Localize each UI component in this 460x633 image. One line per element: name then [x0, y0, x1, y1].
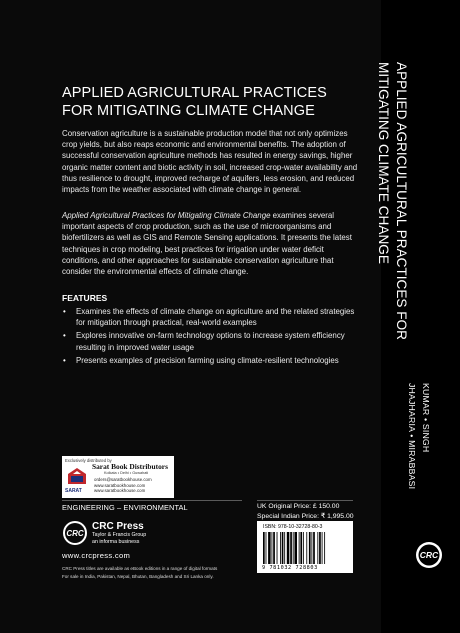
spine-crc-logo-text: CRC [419, 550, 439, 560]
barcode-bar [306, 532, 307, 564]
isbn-barcode [257, 521, 353, 573]
distributor-name: Sarat Book Distributors [92, 462, 168, 471]
list-item [62, 355, 362, 366]
feature-text: Presents examples of precision farming using climate-resilient technologies [76, 355, 339, 365]
barcode-bar [284, 532, 285, 564]
distributor-email: orders@saratbookhouse.com [94, 477, 152, 482]
publisher-website: www.crcpress.com [62, 551, 131, 560]
list-item [62, 306, 362, 328]
bullet-icon: • [63, 307, 66, 316]
crc-logo-icon [62, 520, 88, 546]
barcode-icon [262, 532, 348, 564]
sale-region-note: For sale in India, Pakistan, Nepal, Bhutan, Bangladesh and Sri Lanka only. [62, 573, 214, 579]
crc-logo-text: CRC [66, 529, 84, 538]
spine-authors-line2: JHAJHARIA • MIRABBASI [407, 383, 417, 490]
divider-left [62, 500, 242, 501]
isbn-label: ISBN: 978-10-32728-80-3 [263, 524, 323, 530]
bullet-icon: • [63, 331, 66, 341]
spine-title [374, 62, 410, 340]
barcode-bar [300, 532, 302, 564]
barcode-bar [266, 532, 267, 564]
features-list [62, 306, 362, 368]
publisher-informa: an informa business [92, 538, 140, 545]
barcode-bar [317, 532, 318, 564]
feature-text: Explores innovative on-farm technology options to increase system efficiency resulting in improved water usage [76, 331, 345, 352]
barcode-bar [311, 532, 312, 564]
barcode-bar [282, 532, 284, 564]
category-label: ENGINEERING – ENVIRONMENTAL [62, 503, 188, 512]
indian-price: Special Indian Price: ₹ 1,995.00 [257, 513, 354, 520]
ebook-note: CRC Press titles are available as eBook editions in a range of digital formats [62, 566, 218, 571]
barcode-bar [272, 532, 273, 564]
description-paragraph-2 [62, 210, 362, 277]
list-item [62, 330, 362, 352]
distributor-contacts [94, 477, 152, 494]
publisher-name: CRC Press [92, 521, 144, 532]
book-title-italic: Applied Agricultural Practices for Mitigating Climate Change [62, 211, 271, 220]
barcode-bar [309, 532, 311, 564]
description-paragraph-1: Conservation agriculture is a sustainable production model that not only optimizes crop yields, but also reaps economic and environmental benefits. The adoption of successful conservation agriculture methods has resulted in energy savings, higher organic matter content and biotic activity in soil, increased crop-water availability and thus resilience to drought, improved recharge of aquifers, less erosion, and reduced impacts from the weather associated with climate change in general. [62, 129, 358, 195]
barcode-bar [280, 532, 281, 564]
barcode-bar [322, 532, 323, 564]
barcode-bar [290, 532, 292, 564]
barcode-bar [313, 532, 315, 564]
distributor-web-2: www.saratbookhouse.com [94, 488, 146, 493]
distributor-box [62, 456, 174, 498]
distributor-web-1: www.saratbookhouse.com [94, 482, 146, 488]
isbn-digits: 9 781032 728803 [262, 565, 318, 571]
distributor-exclusive: Exclusively distributed by [65, 458, 112, 463]
publisher-group: Taylor & Francis Group [92, 532, 147, 538]
feature-text: Examines the effects of climate change on agriculture and the related strategies for mitigation through practical, real-world examples [76, 307, 355, 328]
divider-right [257, 500, 353, 501]
barcode-bar [294, 532, 297, 564]
barcode-bar [293, 532, 294, 564]
barcode-bar [273, 532, 275, 564]
distributor-cities: Kolkata • Delhi • Guwahati [104, 471, 149, 475]
barcode-bar [319, 532, 321, 564]
barcode-bar [263, 532, 265, 564]
spine-crc-logo-icon [415, 541, 443, 569]
barcode-bar [303, 532, 304, 564]
sarat-logo-word: SARAT [65, 488, 82, 494]
spine-title-line2: MITIGATING CLIMATE CHANGE [376, 62, 391, 264]
bullet-icon: • [63, 355, 66, 365]
barcode-bar [299, 532, 300, 564]
spine-authors [405, 383, 433, 489]
cover-title-line2: FOR MITIGATING CLIMATE CHANGE [62, 103, 315, 119]
cover-title [62, 84, 362, 120]
barcode-bar [324, 532, 325, 564]
barcode-bar [277, 532, 278, 564]
sarat-logo-icon [66, 466, 88, 488]
spine-title-line1: APPLIED AGRICULTURAL PRACTICES FOR [394, 62, 409, 340]
publisher-block [92, 521, 146, 545]
barcode-bar [268, 532, 271, 564]
cover-title-line1: APPLIED AGRICULTURAL PRACTICES [62, 85, 327, 101]
uk-price: UK Original Price: £ 150.00 [257, 503, 340, 510]
features-heading: FEATURES [62, 293, 108, 303]
spine-authors-line1: KUMAR • SINGH [421, 383, 431, 453]
barcode-bar [287, 532, 290, 564]
description-paragraph-2-text: examines several important aspects of crop production, such as the use of microorganisms and biofertilizers as well as GIS and Remote Sensing applications. It presents the latest techniques in crop modeling, best practices for irrigation under water deficit conditions, and other approaches for sustainable conservation agriculture that consider the environmental effects of climate change. [62, 211, 352, 277]
